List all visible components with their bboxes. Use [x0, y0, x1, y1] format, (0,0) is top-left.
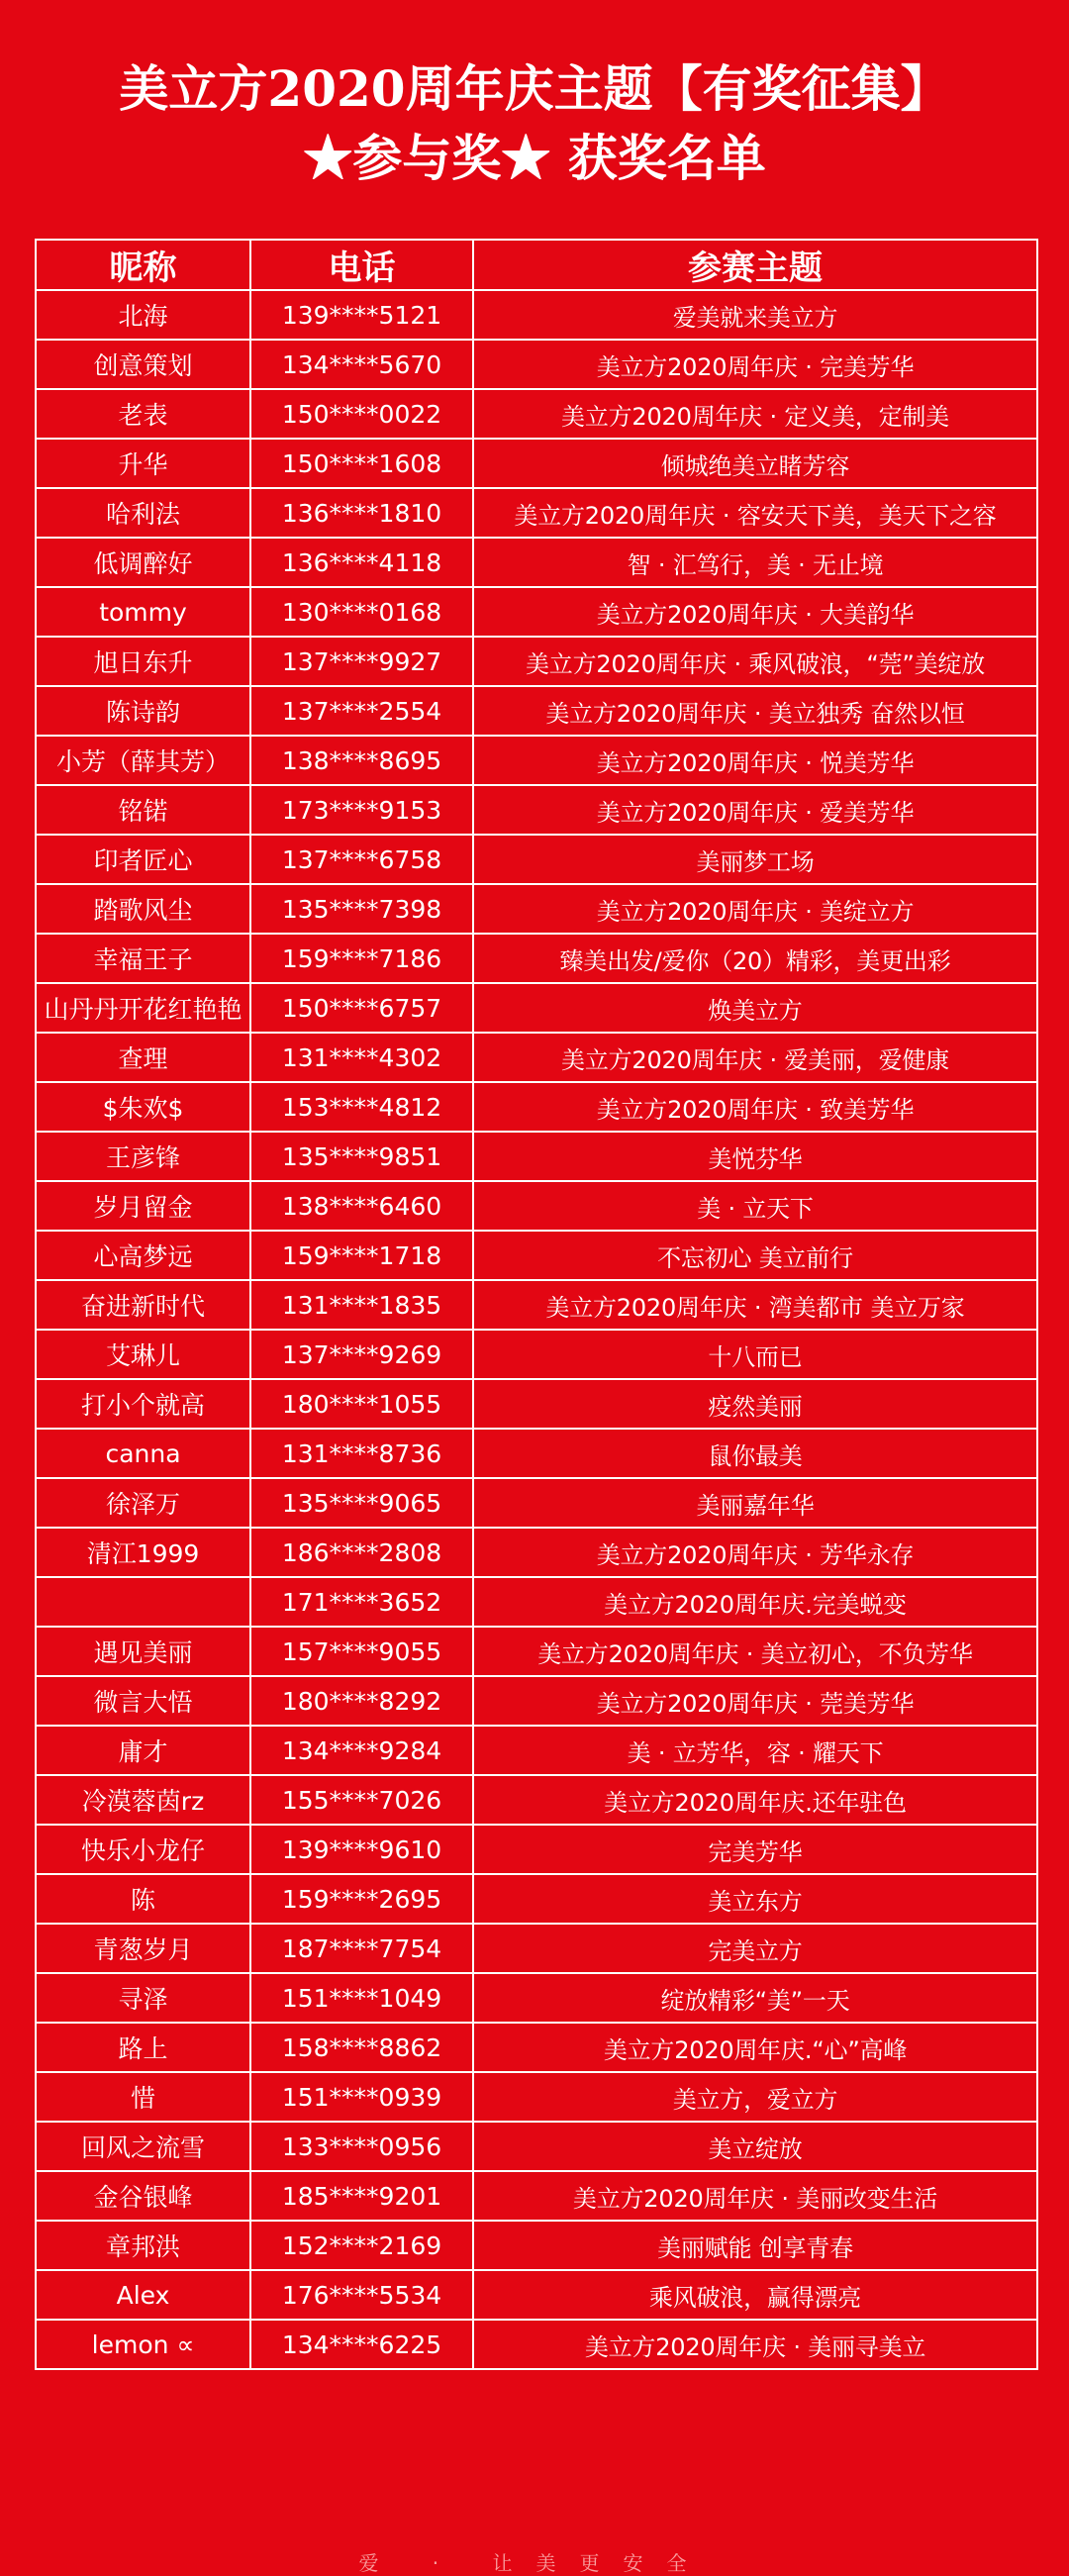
phone-cell: 135****7398 — [250, 884, 473, 934]
theme-cell: 美立方2020周年庆 · 大美韵华 — [473, 587, 1037, 637]
nickname-cell: canna — [36, 1429, 250, 1478]
table-row — [36, 1132, 1037, 1181]
theme-cell: 绽放精彩“美”一天 — [473, 1973, 1037, 2023]
table-row — [36, 1726, 1037, 1775]
table-row — [36, 2023, 1037, 2072]
nickname-cell: tommy — [36, 587, 250, 637]
nickname-cell: 陈 — [36, 1874, 250, 1924]
table-row — [36, 1825, 1037, 1874]
page-header — [0, 57, 1069, 190]
theme-cell: 臻美出发/爱你（20）精彩，美更出彩 — [473, 934, 1037, 983]
theme-cell: 智 · 汇笃行，美 · 无止境 — [473, 538, 1037, 587]
table-row — [36, 1231, 1037, 1280]
table-row — [36, 2221, 1037, 2270]
theme-cell: 美立东方 — [473, 1874, 1037, 1924]
table-row — [36, 538, 1037, 587]
table-row — [36, 785, 1037, 835]
theme-cell: 完美芳华 — [473, 1825, 1037, 1874]
theme-cell: 美 · 立芳华，容 · 耀天下 — [473, 1726, 1037, 1775]
table-row — [36, 884, 1037, 934]
theme-cell: 美立方2020周年庆 · 爱美芳华 — [473, 785, 1037, 835]
theme-cell: 疫然美丽 — [473, 1379, 1037, 1429]
theme-cell: 十八而已 — [473, 1330, 1037, 1379]
theme-cell: 美立方2020周年庆 · 美立独秀 奋然以恒 — [473, 686, 1037, 736]
nickname-cell: 王彦锋 — [36, 1132, 250, 1181]
nickname-cell: 回风之流雪 — [36, 2122, 250, 2171]
table-row — [36, 1577, 1037, 1627]
theme-cell: 美立方2020周年庆 · 莞美芳华 — [473, 1676, 1037, 1726]
nickname-cell: 清江1999 — [36, 1528, 250, 1577]
nickname-cell: 金谷银峰 — [36, 2171, 250, 2221]
nickname-cell: 查理 — [36, 1033, 250, 1082]
table-row — [36, 1033, 1037, 1082]
theme-cell: 美立方2020周年庆 · 乘风破浪，“莞”美绽放 — [473, 637, 1037, 686]
theme-cell: 美立方2020周年庆 · 致美芳华 — [473, 1082, 1037, 1132]
nickname-cell: 岁月留金 — [36, 1181, 250, 1231]
column-header-nickname: 昵称 — [36, 240, 250, 290]
nickname-cell: 寻泽 — [36, 1973, 250, 2023]
nickname-cell: 哈利法 — [36, 488, 250, 538]
phone-cell: 180****8292 — [250, 1676, 473, 1726]
table-row — [36, 2270, 1037, 2320]
theme-cell: 美立方2020周年庆 · 美丽改变生活 — [473, 2171, 1037, 2221]
table-row — [36, 2072, 1037, 2122]
phone-cell: 136****4118 — [250, 538, 473, 587]
nickname-cell: 冷漠蓉茵rz — [36, 1775, 250, 1825]
theme-cell: 美立方2020周年庆.还年驻色 — [473, 1775, 1037, 1825]
table-row — [36, 587, 1037, 637]
theme-cell: 美立方2020周年庆 · 完美芳华 — [473, 340, 1037, 389]
nickname-cell: 老表 — [36, 389, 250, 439]
nickname-cell: 路上 — [36, 2023, 250, 2072]
theme-cell: 美立方2020周年庆.“心”高峰 — [473, 2023, 1037, 2072]
phone-cell: 150****0022 — [250, 389, 473, 439]
table-row — [36, 1973, 1037, 2023]
nickname-cell: Alex — [36, 2270, 250, 2320]
nickname-cell: 升华 — [36, 439, 250, 488]
phone-cell: 176****5534 — [250, 2270, 473, 2320]
theme-cell: 美立方2020周年庆 · 美丽寻美立 — [473, 2320, 1037, 2369]
table-row — [36, 290, 1037, 340]
nickname-cell: 小芳（薛其芳） — [36, 736, 250, 785]
nickname-cell: 北海 — [36, 290, 250, 340]
phone-cell: 137****9269 — [250, 1330, 473, 1379]
theme-cell: 鼠你最美 — [473, 1429, 1037, 1478]
theme-cell: 美立方2020周年庆 · 芳华永存 — [473, 1528, 1037, 1577]
table-row — [36, 1280, 1037, 1330]
phone-cell: 139****9610 — [250, 1825, 473, 1874]
phone-cell: 150****6757 — [250, 983, 473, 1033]
nickname-cell: 徐泽万 — [36, 1478, 250, 1528]
phone-cell: 158****8862 — [250, 2023, 473, 2072]
table-row — [36, 1874, 1037, 1924]
table-row — [36, 1181, 1037, 1231]
table-body — [36, 290, 1037, 2369]
theme-cell: 完美立方 — [473, 1924, 1037, 1973]
table-row — [36, 389, 1037, 439]
nickname-cell: 遇见美丽 — [36, 1627, 250, 1676]
phone-cell: 151****0939 — [250, 2072, 473, 2122]
phone-cell: 139****5121 — [250, 290, 473, 340]
column-header-phone: 电话 — [250, 240, 473, 290]
phone-cell: 151****1049 — [250, 1973, 473, 2023]
table-header-row — [36, 240, 1037, 290]
nickname-cell: $朱欢$ — [36, 1082, 250, 1132]
phone-cell: 171****3652 — [250, 1577, 473, 1627]
table-row — [36, 835, 1037, 884]
theme-cell: 美立方2020周年庆 · 美立初心，不负芳华 — [473, 1627, 1037, 1676]
nickname-cell: 印者匠心 — [36, 835, 250, 884]
theme-cell: 不忘初心 美立前行 — [473, 1231, 1037, 1280]
nickname-cell: 创意策划 — [36, 340, 250, 389]
nickname-cell: 快乐小龙仔 — [36, 1825, 250, 1874]
table-row — [36, 686, 1037, 736]
nickname-cell: 打小个就高 — [36, 1379, 250, 1429]
theme-cell: 倾城绝美立睹芳容 — [473, 439, 1037, 488]
table-row — [36, 1082, 1037, 1132]
phone-cell: 150****1608 — [250, 439, 473, 488]
phone-cell: 137****6758 — [250, 835, 473, 884]
phone-cell: 131****8736 — [250, 1429, 473, 1478]
nickname-cell: 庸才 — [36, 1726, 250, 1775]
winners-table — [35, 239, 1038, 2370]
phone-cell: 159****7186 — [250, 934, 473, 983]
nickname-cell: 章邦洪 — [36, 2221, 250, 2270]
nickname-cell: 山丹丹开花红艳艳 — [36, 983, 250, 1033]
phone-cell: 187****7754 — [250, 1924, 473, 1973]
phone-cell: 137****9927 — [250, 637, 473, 686]
table-row — [36, 1429, 1037, 1478]
phone-cell: 159****2695 — [250, 1874, 473, 1924]
table-row — [36, 488, 1037, 538]
theme-cell: 焕美立方 — [473, 983, 1037, 1033]
phone-cell: 185****9201 — [250, 2171, 473, 2221]
phone-cell: 157****9055 — [250, 1627, 473, 1676]
nickname-cell: 心高梦远 — [36, 1231, 250, 1280]
nickname-cell: 旭日东升 — [36, 637, 250, 686]
theme-cell: 美丽赋能 创享青春 — [473, 2221, 1037, 2270]
table-row — [36, 2320, 1037, 2369]
table-row — [36, 340, 1037, 389]
nickname-cell: 踏歌风尘 — [36, 884, 250, 934]
phone-cell: 173****9153 — [250, 785, 473, 835]
table-row — [36, 637, 1037, 686]
phone-cell: 138****6460 — [250, 1181, 473, 1231]
table-row — [36, 439, 1037, 488]
nickname-cell: 幸福王子 — [36, 934, 250, 983]
theme-cell: 美立方2020周年庆 · 定义美，定制美 — [473, 389, 1037, 439]
table-row — [36, 1379, 1037, 1429]
table-row — [36, 934, 1037, 983]
table-row — [36, 983, 1037, 1033]
theme-cell: 美立方2020周年庆 · 美绽立方 — [473, 884, 1037, 934]
theme-cell: 爱美就来美立方 — [473, 290, 1037, 340]
table-row — [36, 2171, 1037, 2221]
theme-cell: 美立方，爱立方 — [473, 2072, 1037, 2122]
nickname-cell: 艾琳儿 — [36, 1330, 250, 1379]
table-row — [36, 1627, 1037, 1676]
nickname-cell: 陈诗韵 — [36, 686, 250, 736]
theme-cell: 美丽嘉年华 — [473, 1478, 1037, 1528]
nickname-cell: 青葱岁月 — [36, 1924, 250, 1973]
theme-cell: 美悦芬华 — [473, 1132, 1037, 1181]
theme-cell: 乘风破浪，赢得漂亮 — [473, 2270, 1037, 2320]
phone-cell: 180****1055 — [250, 1379, 473, 1429]
phone-cell: 136****1810 — [250, 488, 473, 538]
nickname-cell: 铭锘 — [36, 785, 250, 835]
theme-cell: 美立方2020周年庆 · 爱美丽，爱健康 — [473, 1033, 1037, 1082]
table-row — [36, 1528, 1037, 1577]
table-row — [36, 736, 1037, 785]
nickname-cell: 低调醉好 — [36, 538, 250, 587]
nickname-cell: lemon ∝ — [36, 2320, 250, 2369]
phone-cell: 134****6225 — [250, 2320, 473, 2369]
nickname-cell — [36, 1577, 250, 1627]
footer-slogan: 爱 · 让美更安全 — [358, 2551, 711, 2575]
phone-cell: 134****9284 — [250, 1726, 473, 1775]
phone-cell: 131****4302 — [250, 1033, 473, 1082]
table-row — [36, 2122, 1037, 2171]
theme-cell: 美丽梦工场 — [473, 835, 1037, 884]
phone-cell: 152****2169 — [250, 2221, 473, 2270]
table-row — [36, 1478, 1037, 1528]
phone-cell: 137****2554 — [250, 686, 473, 736]
theme-cell: 美立绽放 — [473, 2122, 1037, 2171]
phone-cell: 134****5670 — [250, 340, 473, 389]
phone-cell: 135****9065 — [250, 1478, 473, 1528]
theme-cell: 美 · 立天下 — [473, 1181, 1037, 1231]
table-row — [36, 1676, 1037, 1726]
phone-cell: 133****0956 — [250, 2122, 473, 2171]
phone-cell: 130****0168 — [250, 587, 473, 637]
phone-cell: 131****1835 — [250, 1280, 473, 1330]
phone-cell: 155****7026 — [250, 1775, 473, 1825]
phone-cell: 186****2808 — [250, 1528, 473, 1577]
theme-cell: 美立方2020周年庆 · 湾美都市 美立万家 — [473, 1280, 1037, 1330]
nickname-cell: 微言大悟 — [36, 1676, 250, 1726]
phone-cell: 153****4812 — [250, 1082, 473, 1132]
page-title: 美立方2020周年庆主题【有奖征集】 — [119, 59, 950, 118]
phone-cell: 159****1718 — [250, 1231, 473, 1280]
theme-cell: 美立方2020周年庆.完美蜕变 — [473, 1577, 1037, 1627]
column-header-theme: 参赛主题 — [473, 240, 1037, 290]
nickname-cell: 惜 — [36, 2072, 250, 2122]
page-subtitle: ★参与奖★ 获奖名单 — [303, 129, 766, 187]
table-row — [36, 1330, 1037, 1379]
table-row — [36, 1924, 1037, 1973]
phone-cell: 135****9851 — [250, 1132, 473, 1181]
theme-cell: 美立方2020周年庆 · 悦美芳华 — [473, 736, 1037, 785]
phone-cell: 138****8695 — [250, 736, 473, 785]
nickname-cell: 奋进新时代 — [36, 1280, 250, 1330]
table-row — [36, 1775, 1037, 1825]
theme-cell: 美立方2020周年庆 · 容安天下美，美天下之容 — [473, 488, 1037, 538]
